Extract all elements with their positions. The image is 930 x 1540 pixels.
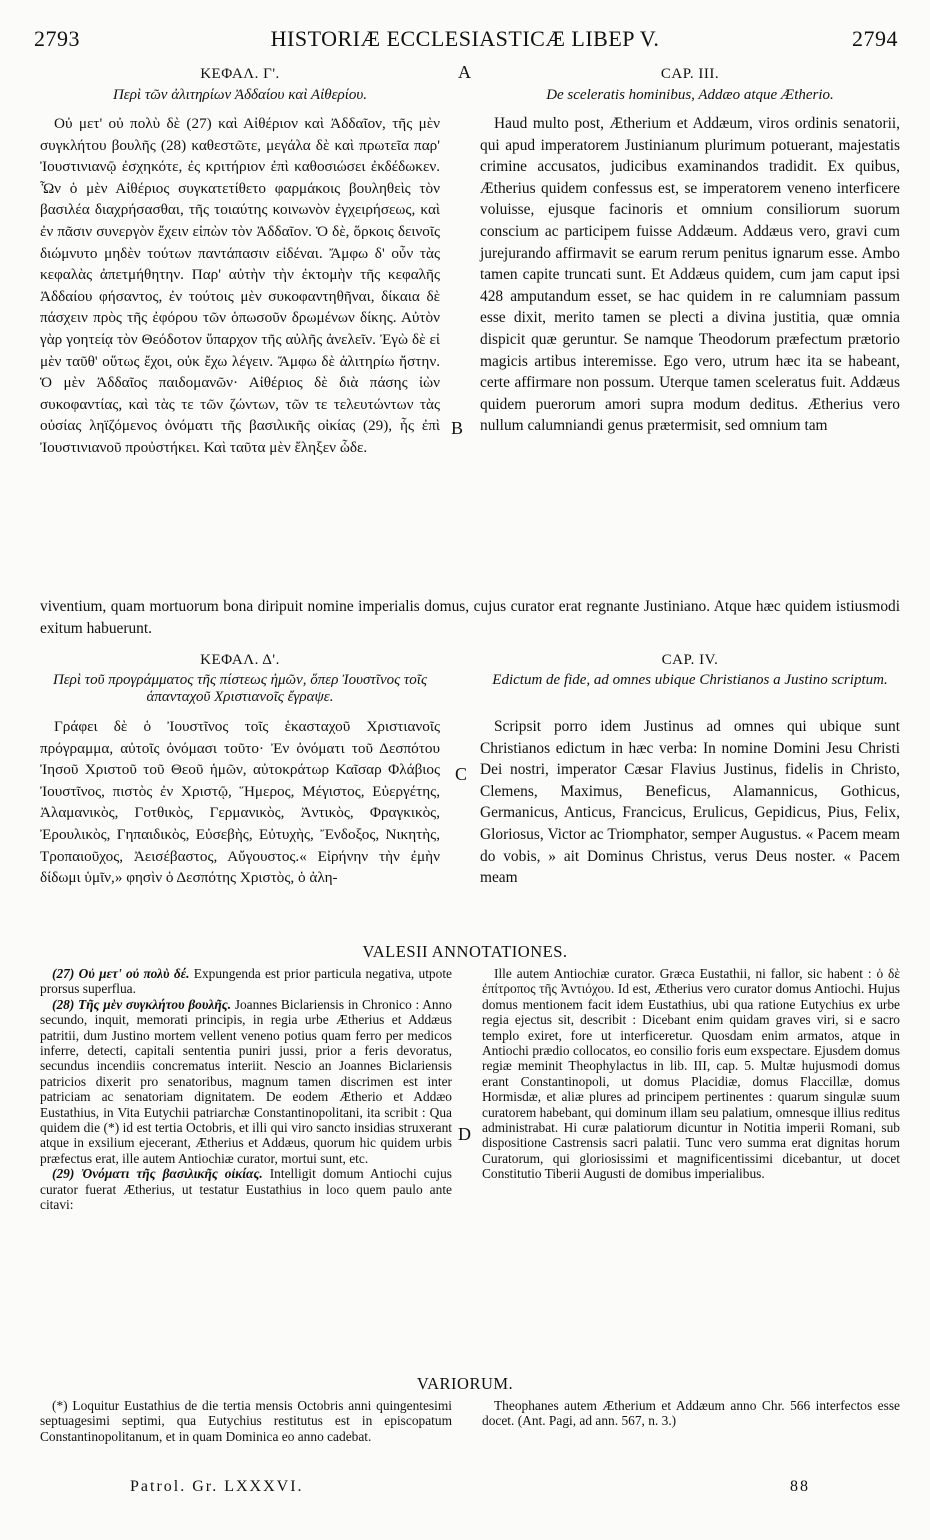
margin-marker-c: C [455,764,468,784]
margin-marker-d: D [458,1124,471,1144]
column-number-left: 2793 [34,26,80,51]
cap4-latin-number: CAP. IV. [661,652,719,668]
note-28 [40,997,452,1166]
annotations-title: VALESII ANNOTATIONES. [362,942,568,961]
note-28-lead: (28) Τῆς μὲν συγκλήτου βουλῆς. [52,996,232,1012]
footer-series: Patrol. Gr. LXXXVI. [130,1478,304,1495]
variorum-left [40,1398,452,1444]
cap3-greek-number: ΚΕΦΑΛ. Γ'. [200,66,280,82]
cap3-latin-continuation: viventium, quam mortuorum bona diripuit nomine imperialis domus, cujus curator erat regnante Justiniano. Atque hæc quidem istiusmodi exitum habuerunt. [40,598,900,637]
cap3-latin-paragraph: Haud multo post, Ætherium et Addæum, viros ordinis senatorii, qui apud imperatorem Justinianum plurimum potuerant, majestatis crimine accusatos, judicibus examinandos tradidit. Ex quibus, Ætherius quidem confessus est, se imperatorem veneno interficere voluisse, ejusque facinoris et omnium consiliorum suorum conscium ac participem fuisse Addæum. Addæus vero, gravi cum jurejurando affirmavit se earum rerum penitus ignarum esse. Ambo tamen capite truncati sunt. Et Addæus quidem, cum jam caput ipsi 428 amputandum esset, se hac quidem in re calumniam passum esse dixit, merito tamen se plecti a divina justitia, quæ omnia dispicit quæ geruntur. Se namque Theodorum præfectum prætorio magicis artibus interemisse. Ego vero, utrum hæc ita se habeant, certe affirmare non possum. Uterque tamen sceleratus fuit. Addæus quidem puerorum amori supra modum deditus. Ætherius vero nullum calumniandi genus prætermisit, sed omnium tam [480,115,900,435]
annotations-left-column [40,966,452,1213]
cap4-latin-title: Edictum de fide, ad omnes ubique Christianos a Justino scriptum. [492,672,888,688]
note-29-lead: (29) Ὀνόματι τῆς βασιλικῆς οἰκίας. [52,1166,263,1182]
note-29-text: Intelligit domum Antiochi cujus curator fuerat Ætherius, ut testatur Eustathius in loco quem paulo ante citavi: [40,1166,452,1213]
footer-page-number: 88 [790,1478,810,1495]
running-title: HISTORIÆ ECCLESIASTICÆ LIBEP V. [270,26,660,51]
cap4-greek-text [40,716,440,889]
cap3-latin-title: De sceleratis hominibus, Addæo atque Ætherio. [546,87,834,103]
cap4-latin-text [480,716,900,889]
variorum-title: VARIORUM. [416,1374,514,1393]
note-28-text: Joannes Biclariensis in Chronico : Anno secundo, inquit, memorati principis, in regia urbe Ætherius et Addæus patritii, dum Justino mortem vellent veneno potius quam ferro per medicos inferre, detecti, capitali sententia puniri jussi, prior a feris devoratus, secundus incendiis concrematus interiit. Nescio an Joannes Biclariensis patricios dixerit pro senatoribus, magnum tamen discrimen est inter patriciam ac senatoriam dignitatem. De eodem Ætherio et Addæo Eustathius, in Vita Eutychii patriarchæ Constantinopolitani, ita scribit : Qua quidem die (*) id est tertia Octobris, et illi qui viro sancto insidias struxerant atque in exsilium ejecerant, Ætherius et Addæus, quorum hic quidem urbis præfectus erat, ille autem Antiochiæ curator, mortui sunt, etc. [40,996,452,1166]
cap4-greek-number: ΚΕΦΑΛ. Δ'. [200,652,280,668]
note-27-text: Expungenda est prior particula negativa, utpote prorsus superflua. [40,966,452,997]
cap3-latin-text [480,113,900,437]
cap3-latin-number: CAP. III. [660,66,720,82]
note-27-lead: (27) Οὐ μετ' οὐ πολὺ δέ. [52,966,190,981]
cap4-latin-paragraph: Scripsit porro idem Justinus ad omnes qui ubique sunt Christianos edictum in hæc verba: In nomine Domini Jesu Christi Dei nostri, imperator Cæsar Flavius Justinus, fidelis in Christo, Clemens, Maximus, Beneficus, Alamannicus, Gothicus, Germanicus, Anticus, Francicus, Erulicus, Gepidicus, Pius, Felix, Gloriosus, Victor ac Triomphator, semper Augustus. « Pacem meam do vobis, » ait Dominus Christus, verus Deus noster. « Pacem meam [480,718,900,887]
variorum-note-right: Theophanes autem Ætherium et Addæum anno Chr. 566 interfectos esse docet. (Ant. Pagi, ad ann. 567, n. 3.) [482,1398,900,1429]
column-number-right: 2794 [852,26,898,51]
margin-marker-a: A [458,62,471,82]
cap4-greek-paragraph: Γράφει δὲ ὁ Ἰουστῖνος τοῖς ἑκασταχοῦ Χριστιανοῖς πρόγραμμα, αὐτοῖς ὀνόμασι τοῦτο· Ἐν ὀνόματι τοῦ Δεσπότου Ἰησοῦ Χριστοῦ τοῦ Θεοῦ ἡμῶν, αὐτοκράτωρ Καῖσαρ Φλάβιος Ἰουστῖνος, πιστὸς ἐν Χριστῷ, Ἥμερος, Μέγιστος, Εὐεργέτης, Ἀλαμανικὸς, Γοτθικὸς, Γερμανικὸς, Ἀντικὸς, Φραγκικὸς, Ἐρουλικὸς, Γηπαιδικὸς, Εὐσεβὴς, Εὐτυχὴς, Ἔνδοξος, Νικητὴς, Τροπαιοῦχος, Ἀεισέβαστος, Αὔγουστος.« Εἰρήνην τὴν ἐμὴν δίδωμι ὑμῖν,» φησὶν ὁ Δεσπότης Χριστὸς, ὁ ἀλη- [40,718,440,887]
margin-marker-b: B [451,418,464,438]
cap3-greek-title: Περὶ τῶν ἀλιτηρίων Ἀδδαίου καὶ Αἰθερίου. [112,87,368,103]
note-29-continuation: Ille autem Antiochiæ curator. Græca Eustathii, ni fallor, sic habent : ὁ δὲ ἐπίτροπος τῆς Ἀντιόχου. Id est, Ætherius vero curator domus Antiochi. Hujus domus mentionem facit idem Eustathius, ubi qua ratione Eutychius ex urbe regia ejectus sit, describit : Dicebant enim quidam graves viri, si e sacro templo exiret, fore ut interficeretur. Quosdam enim armatos, atque in Antiochi prædio collocatos, eo consilio foris eum exspectare. Ejusdem domus regiæ meminit Theophylactus in lib. III, cap. 5. Multæ hujusmodi domus erant Constantinopoli, ut domus Placidiæ, domus Flaccillæ, domus Hormisdæ, et aliæ plures ad principem pertinentes : quarum singulæ suum curatorem habebant, qui dominum illam seu palatium, omnesque illius reditus administrabat. Hi curæ palatiorum dicuntur in Notitia imperii Romani, sub dispositione Castrensis sacri palatii. Tunc vero summa erat dignitas horum Curatorum, qui gloriosissimi et magnificentissimi dicebantur, ut docet Constitutio Tiberii Augusti de domibus imperialibus. [482,966,900,1182]
cap3-greek-paragraph: Οὐ μετ' οὐ πολὺ δὲ (27) καὶ Αἰθέριον καὶ Ἀδδαῖον, τῆς μὲν συγκλήτου βουλῆς (28) καθεστῶτε, μεγάλα δὲ καὶ πρωτεῖα παρ' Ἰουστινιανῷ ἐσχηκότε, ἐς κριτήριον ἐπὶ καθοσιώσει ἐκδέδωκεν. Ὧν ὁ μὲν Αἰθέριος συγκατετίθετο φαρμάκοις βουληθεὶς τὸν βασιλέα διαχρήσασθαι, τῆς τοιαύτης κοινωνὸν ἐγχειρήσεως, καὶ ἐν πᾶσιν συνεργὸν ἔχειν εἰπὼν τὸν Ἀδδαῖον. Ὁ δὲ, ὅρκοις δεινοῖς διώμνυτο μηδὲν τούτων παντάπασιν εἰδέναι. Ἄμφω δ' οὖν τὰς κεφαλὰς ἀπετμήθητην. Παρ' αὐτὴν τὴν ἐκτομὴν τῆς κεφαλῆς Ἀδδαίου φήσαντος, ἐν τούτοις μὲν συκοφαντηθῆναι, δίκαια δὲ πάσχειν πρὸς τῆς ἐφόρου τῶν ὁπωσοῦν δρωμένων δίκης. Αὐτὸν γὰρ γοητείᾳ τὸν Θεόδοτον ὕπαρχον τῆς αὐλῆς ἀνελεῖν. Ἐγὼ δὲ εἰ μὲν ταῦθ' οὕτως ἔχοι, οὐκ ἔχω λέγειν. Ἄμφω δὲ ἀλιτηρίω ἤστην. Ὁ μὲν Ἀδδαῖος παιδομανῶν· Αἰθέριος δὲ διὰ πάσης ἰὼν συκοφαντίας, καὶ τὰς τε τῶν ζώντων, τῶν τε τελευτώντων τὰς οὐσίας ληϊζόμενος ὀνόματι τῆς βασιλικῆς οἰκίας (29), ἧς ἐπὶ Ἰουστινιανοῦ προὐστήκει. Καὶ ταῦτα μὲν ἔληξεν ὧδε. [40,115,440,456]
variorum-note-left: (*) Loquitur Eustathius de die tertia mensis Octobris anni quingentesimi septuagesimi septimi, qua Eutychius restitutus est in episcopatum Constantinopolitanum, et in quam Dominica eo anno cadebat. [40,1398,452,1444]
cap3-greek-text [40,113,440,459]
variorum-right [482,1398,900,1429]
note-29 [40,1166,452,1212]
annotations-right-column [482,966,900,1182]
cap4-greek-title: Περὶ τοῦ προγράμματος τῆς πίστεως ἡμῶν, ὅπερ Ἰουστῖνος τοῖς ἁπανταχοῦ Χριστιανοῖς ἔγραψε. [52,672,428,705]
note-27 [40,966,452,997]
